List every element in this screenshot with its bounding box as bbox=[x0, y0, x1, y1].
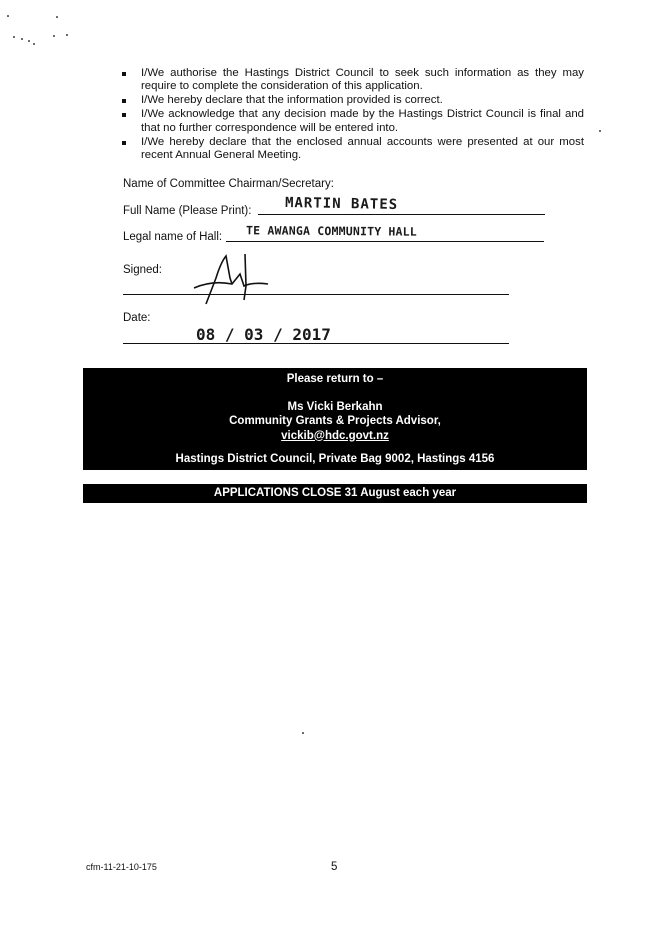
contact-email-link[interactable]: vickib@hdc.govt.nz bbox=[281, 429, 389, 442]
declaration-item: I/We hereby declare that the information provided is correct. bbox=[122, 94, 584, 107]
scan-speck bbox=[302, 732, 304, 734]
scan-speck bbox=[28, 40, 30, 42]
hall-label: Legal name of Hall: bbox=[123, 231, 223, 243]
date-value[interactable]: 08 / 03 / 2017 bbox=[196, 325, 331, 344]
scan-speck bbox=[56, 16, 58, 18]
scan-speck bbox=[66, 34, 68, 36]
return-spacer bbox=[83, 443, 587, 452]
scan-speck bbox=[33, 43, 35, 45]
fullname-rule bbox=[258, 214, 545, 215]
signed-label: Signed: bbox=[123, 264, 163, 276]
bullet-icon bbox=[122, 72, 126, 76]
document-code: cfm-11-21-10-175 bbox=[86, 862, 157, 872]
contact-role: Community Grants & Projects Advisor, bbox=[229, 415, 441, 427]
declarations-list bbox=[122, 67, 584, 163]
scan-speck bbox=[7, 15, 9, 17]
fullname-label: Full Name (Please Print): bbox=[123, 205, 252, 217]
scan-speck bbox=[13, 36, 15, 38]
page-number: 5 bbox=[331, 861, 338, 873]
return-spacer bbox=[83, 387, 587, 400]
declaration-item: I/We hereby declare that the enclosed annual accounts were presented at our most recent Annual General Meeting. bbox=[122, 136, 584, 163]
declaration-item: I/We acknowledge that any decision made by the Hastings District Council is final and that no further correspondence will be entered into. bbox=[122, 108, 584, 135]
scan-speck bbox=[53, 35, 55, 37]
return-heading: Please return to – bbox=[286, 373, 384, 385]
contact-name: Ms Vicki Berkahn bbox=[287, 400, 383, 413]
bullet-icon bbox=[122, 113, 126, 117]
fullname-value[interactable]: MARTIN BATES bbox=[284, 195, 399, 213]
committee-label: Name of Committee Chairman/Secretary: bbox=[123, 178, 334, 190]
declaration-item: I/We authorise the Hastings District Council to seek such information as they may require to complete the consideration of this application. bbox=[122, 67, 584, 94]
hall-value[interactable]: TE AWANGA COMMUNITY HALL bbox=[245, 223, 418, 239]
scan-speck bbox=[21, 38, 23, 40]
date-label: Date: bbox=[123, 312, 151, 324]
signature-image bbox=[188, 248, 278, 310]
bullet-icon bbox=[122, 141, 126, 145]
bullet-icon bbox=[122, 99, 126, 103]
hall-rule bbox=[226, 241, 544, 242]
scan-speck bbox=[599, 130, 601, 132]
council-address: Hastings District Council, Private Bag 9002, Hastings 4156 bbox=[175, 453, 495, 465]
applications-close-banner: APPLICATIONS CLOSE 31 August each year bbox=[83, 484, 587, 503]
signed-rule bbox=[123, 294, 509, 295]
return-address-box bbox=[83, 368, 587, 470]
